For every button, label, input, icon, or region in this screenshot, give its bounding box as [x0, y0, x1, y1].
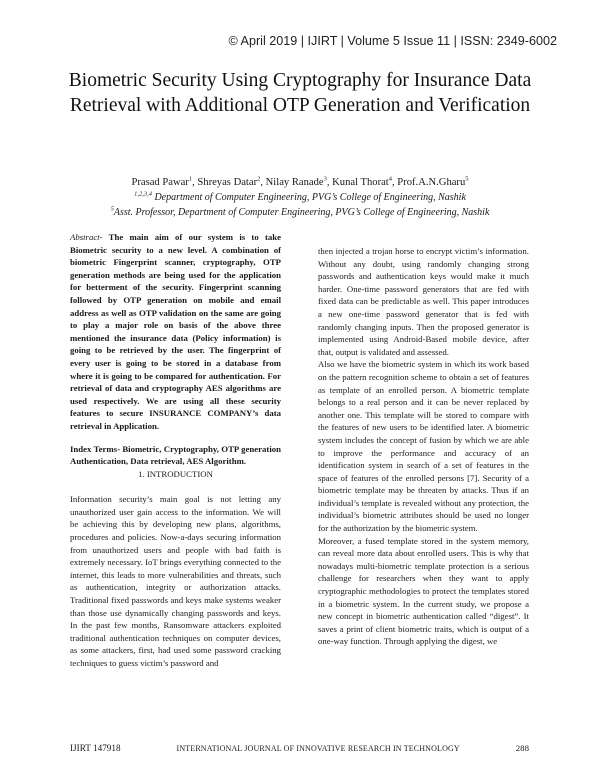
author-name: Prof.A.N.Gharu — [397, 177, 466, 188]
affiliation-text: Asst. Professor, Department of Computer Engineering, PVG’s College of Engineering, Nashik — [113, 207, 490, 218]
abstract-label: Abstract- — [70, 232, 103, 242]
author-name: Prasad Pawar — [131, 177, 189, 188]
index-terms: Index Terms- Biometric, Cryptography, OTP generation Authentication, Data retrieval, AES Algorithm. — [70, 443, 281, 467]
page-number: 288 — [515, 743, 529, 753]
abstract-text: The main aim of our system is to take Biometric security to a new level. A combination of biometric Fingerprint scanner, cryptography, OTP generation methods are being used for the application for betterment of the security. Fingerprint scanning followed by OTP generation on mobile and email address as well as OTP validation on the same are going to play a major role on basis of the above three mentioned the insurance data (Policy information) is going to be retrieved by the user. The fingerprint of every user is going to be stored in a database from where it is going to be compared for authentication. For retrieval of data and cryptography AES algorithms are used respectively. We are using all these security features to secure INSURANCE COMPANY’s data retrieval in Application. — [70, 232, 281, 431]
affiliation-text: Department of Computer Engineering, PVG’s College of Engineering, Nashik — [151, 192, 466, 203]
paper-id: IJIRT 147918 — [70, 743, 121, 753]
section-heading: 1. INTRODUCTION — [138, 468, 213, 479]
author-sup: 2 — [257, 175, 261, 183]
affiliation-sup: 1,2,3,4 — [134, 190, 152, 198]
left-column — [70, 231, 281, 670]
affiliation-sup: 5 — [110, 205, 114, 213]
author-sup: 5 — [465, 175, 469, 183]
body-paragraph: Also we have the biometric system in which its work based on the pattern recognition scheme to obtain a set of features as template of an enrolled person. A biometric template belongs to a real person and it can be never replaced by another one. This template will be stored to compare with the features of new users to be identified later. A biometric system includes the concept of fusion by which we are able to improve the performance and accuracy of an identification system in search of a set of features in the space of features of the enrolled persons [7]. Security of a biometric template may be threaten by attacks. Thus if an individual’s template is revealed without any protection, the individual’s biometric attributes should be used no longer for the authorization by the biometric system. — [318, 359, 529, 534]
abstract — [70, 231, 281, 433]
page-footer — [70, 743, 529, 753]
author-sup: 3 — [323, 175, 327, 183]
author-name: Kunal Thorat — [332, 177, 389, 188]
author-names: Prasad Pawar$^1$, Shreyas Datar$^2$, Nilay Ranade$^3$, Kunal Thorat$^4$, Prof.A.N.Gharu$^5$ — [131, 175, 469, 188]
affiliation-1 — [20, 190, 580, 205]
paper-title: Biometric Security Using Cryptography for Insurance Data Retrieval with Additional OTP Generation and Verification — [68, 70, 532, 116]
body-paragraph: then injected a trojan horse to encrypt victim’s information. Without any doubt, using randomly changing strong passwords and authentication keys would make it much harder. One-time password generators that are fed with fixed data can be predictable as well. This paper introduces a new one-time password generator that is fed with randomly changing inputs. Then the proposed generator is implemented using Android-Based mobile device, after that, output is validated and assessed. — [318, 246, 529, 357]
right-column — [318, 245, 529, 648]
author-block — [20, 175, 580, 220]
journal-name: INTERNATIONAL JOURNAL OF INNOVATIVE RESEARCH IN TECHNOLOGY — [176, 744, 460, 753]
author-name: Shreyas Datar — [197, 177, 258, 188]
journal-citation-header: © April 2019 | IJIRT | Volume 5 Issue 11 | ISSN: 2349-6002 — [228, 34, 557, 48]
intro-paragraph: Information security’s main goal is not letting any unauthorized user gain access to the information. We will be achieving this by developing new plans, algorithms, procedures and policies. Now-a-days securing information from unauthorized users and people with bad faith is extremely necessary. IoT brings everything connected to the internet, this leads to more vulnerabilities and threats, such as authentication, integrity or authorization attacks. Traditional fixed passwords and keys make systems weaker than those use dynamically changing passwords and keys. In the past few months, Ransomware attackers exploited traditional authentication techniques on computer devices, as some attackers, first, had used some password cracking techniques to guess victim’s password and — [70, 494, 281, 668]
author-sup: 1 — [188, 175, 193, 183]
author-sup: 4 — [388, 175, 392, 183]
affiliation-2 — [20, 205, 580, 220]
author-name: Nilay Ranade — [265, 177, 324, 188]
body-paragraph: Moreover, a fused template stored in the system memory, can reveal more data about enrolled users. This is why that nowadays multi-biometric template protection is a serious challenge for researchers when they want to apply cryptographic methodologies to protect the templates stored in a biometric system. In the current study, we propose a new concept in biometric authentication called “digest”. It saves a print of client biometric traits, which is output of a one-way function. Through applying the digest, we — [318, 535, 529, 647]
